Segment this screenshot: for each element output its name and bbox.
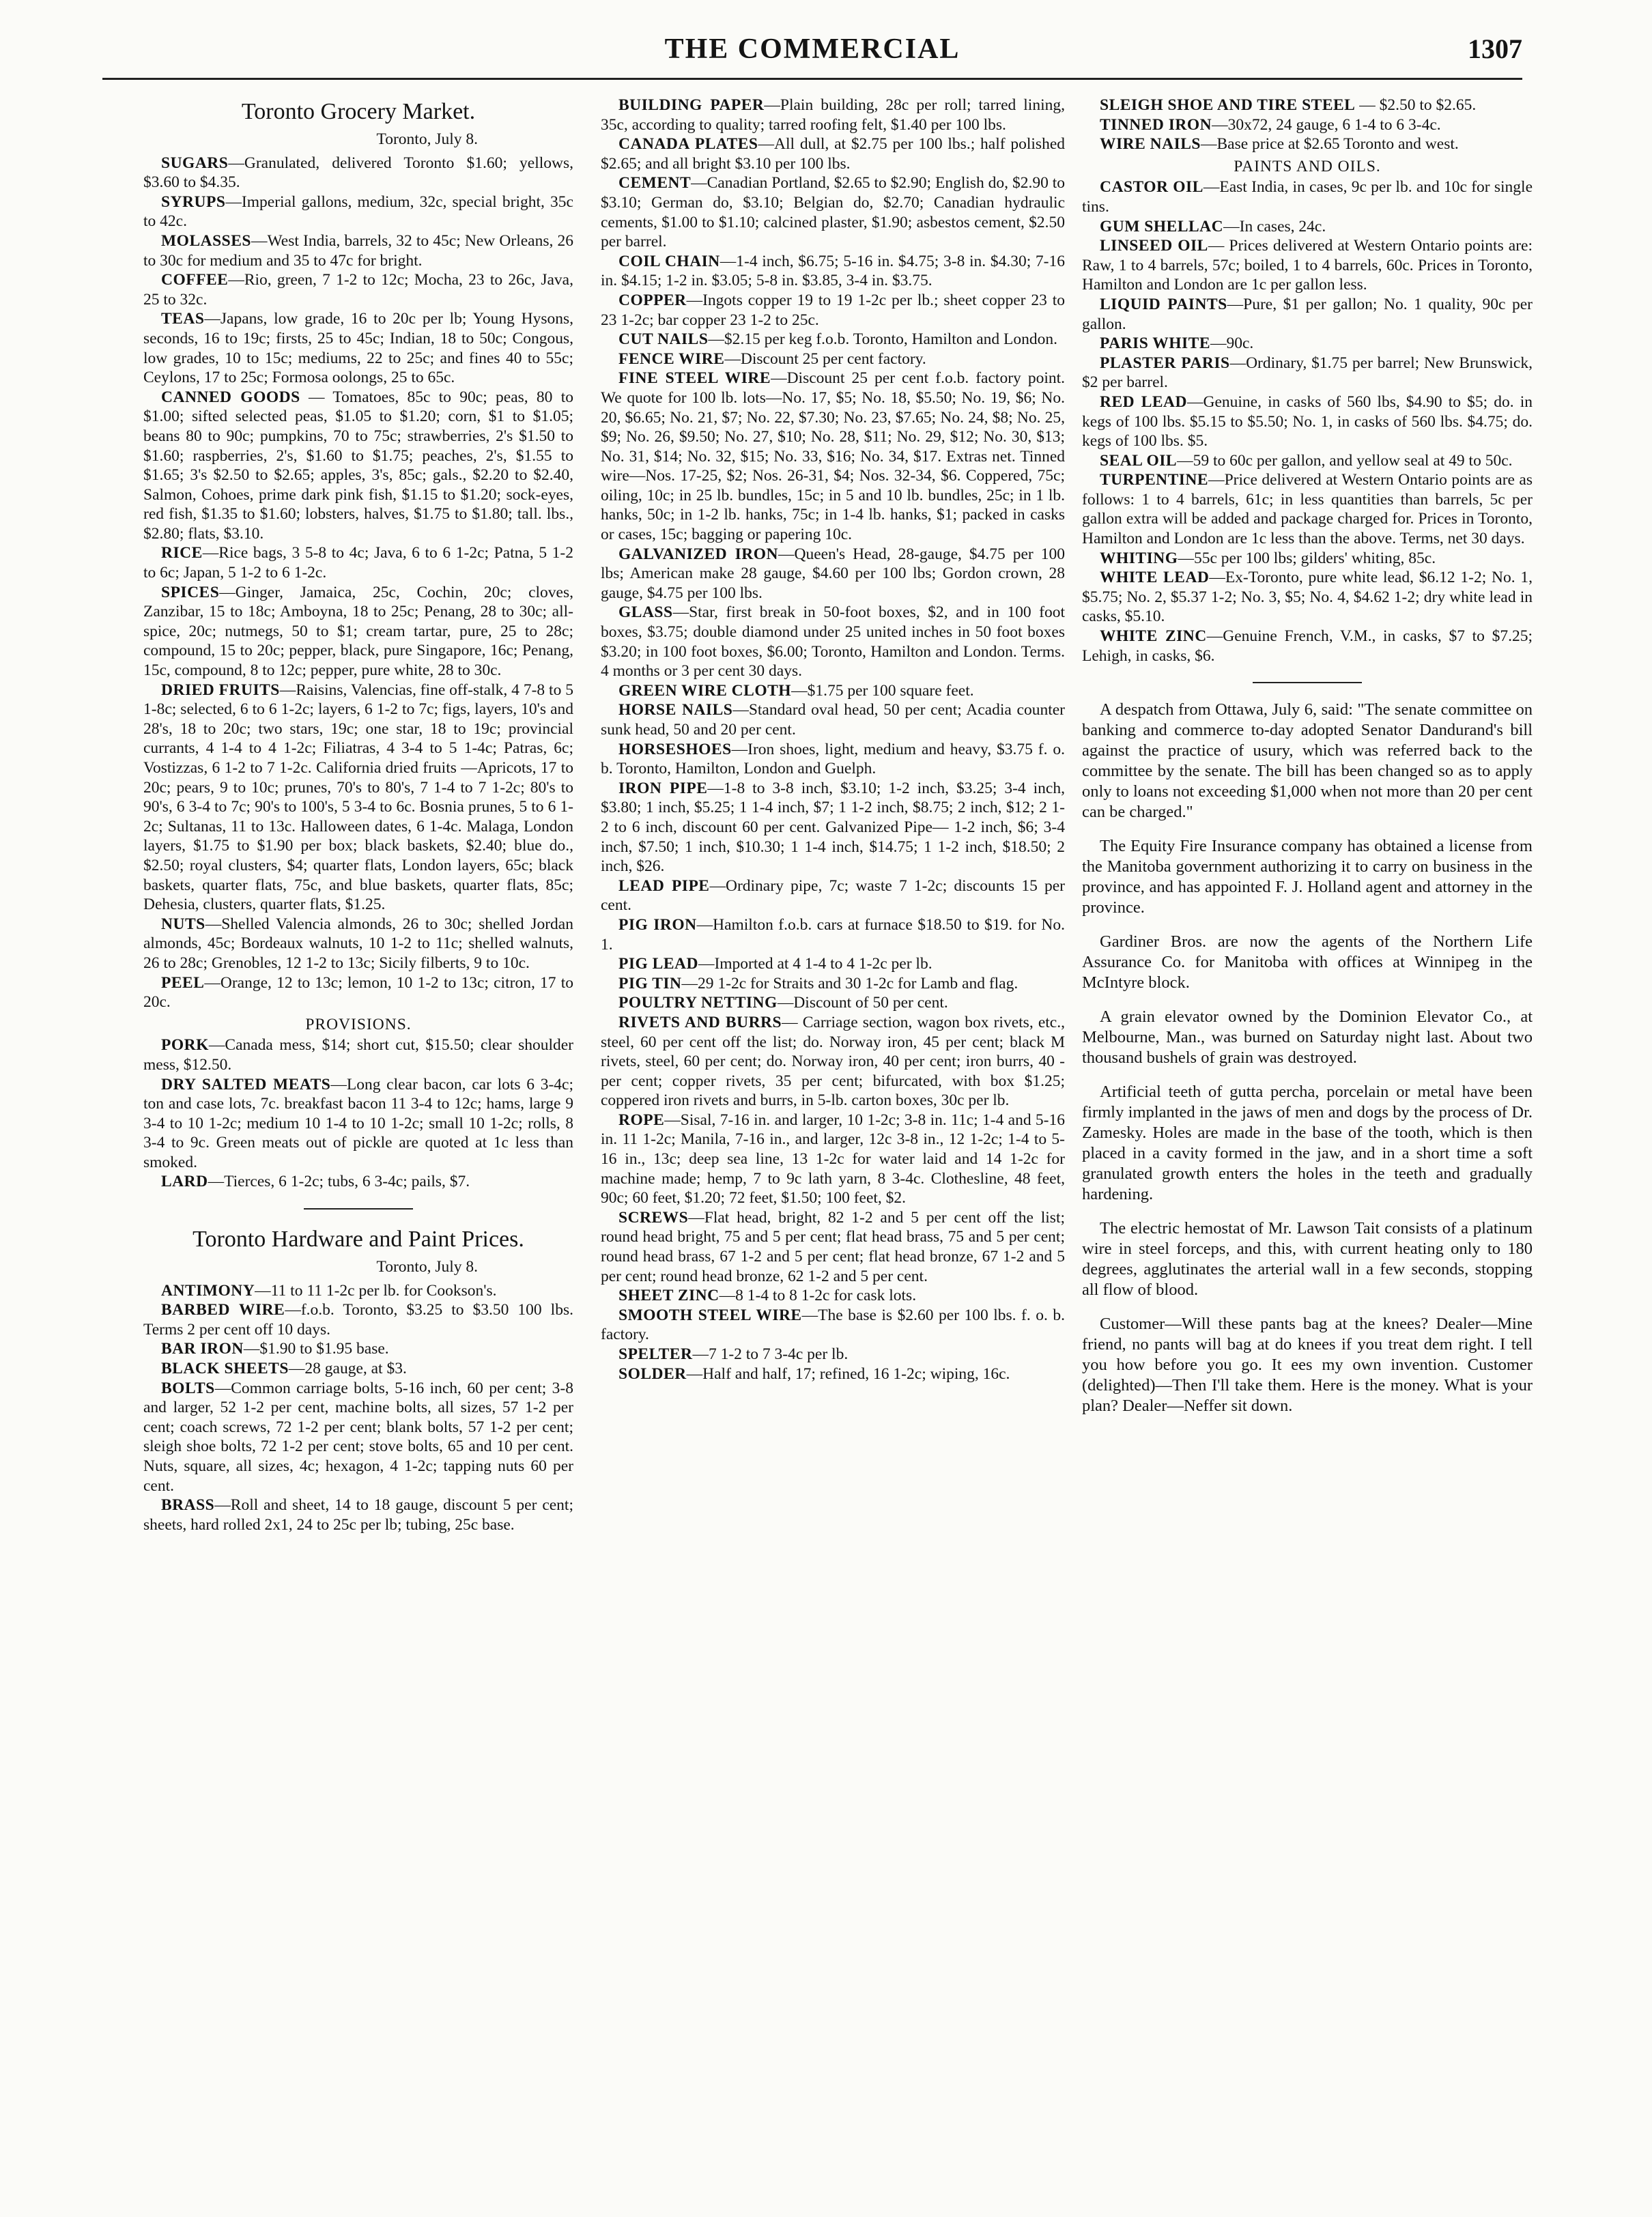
price-entry (601, 1013, 1065, 1111)
price-text: —Discount 25 per cent f.o.b. factory point. We quote for 100 lb. lots—No. 17, $5; No. 18, $5.50; No. 19, $6; No. 20, $6.65; No. 21, $7; No. 22, $7.30; No. 23, $7.65; No. 24, $8; No. 25, $9; No. 26, $9.50; No. 27, $10; No. 28, $11; No. 29, $12; No. 30, $13; No. 31, $14; No. 32, $15; No. 33, $16; No. 34, $17. Extras net. Tinned wire—Nos. 17-25, $2; Nos. 26-31, $4; Nos. 32-34, $6. Coppered, 75c; oiling, 10c; in 25 lb. bundles, 15c; in 5 and 10 lb. bundles, 25c; in 1 lb. hanks, 50c; in 1-2 lb. hanks, 75c; in 1-4 lb. hanks, $1; packed in casks or cases, 15c; bagging or papering 10c. (601, 369, 1065, 544)
price-entry (601, 1286, 1065, 1306)
commodity-name: COFFEE (161, 271, 229, 289)
price-text: —East India, in cases, 9c per lb. and 10c for single tins. (1082, 178, 1533, 216)
price-entry (143, 1496, 573, 1534)
price-text: —Ordinary, $1.75 per barrel; New Brunswick, $2 per barrel. (1082, 354, 1533, 392)
price-entry (143, 583, 573, 681)
price-entry (601, 603, 1065, 681)
commodity-name: SPICES (161, 583, 220, 601)
price-text: —1-8 to 3-8 inch, $3.10; 1-2 inch, $3.25; 3-4 inch, $3.80; 1 inch, $5.25; 1 1-4 inch, $7; 1 1-2 inch, $8.75; 2 inch, $12; 2 1-2 to 6 inch, discount 60 per cent. Galvanized Pipe— 1-2 inch, $6; 3-4 inch, $7.50; 1 inch, $10.30; 1 1-4 inch, $14.75; 1 1-2 inch, $18.50; 2 inch, $26. (601, 779, 1065, 876)
commodity-name: SEAL OIL (1100, 451, 1178, 470)
price-entry (143, 1035, 573, 1074)
price-text: —90c. (1210, 334, 1254, 353)
price-entry (601, 369, 1065, 544)
commodity-name: BARBED WIRE (161, 1301, 285, 1319)
commodity-name: ANTIMONY (161, 1281, 255, 1300)
commodity-name: DRY SALTED MEATS (161, 1075, 331, 1093)
news-items (1082, 700, 1533, 1416)
grocery-market-title: Toronto Grocery Market. (241, 99, 476, 124)
price-text: —Sisal, 7-16 in. and larger, 10 1-2c; 3-8 in. 11c; 1-4 and 5-16 in. 11 1-2c; Manila, 7-16 in., and larger, 12c 3-8 in., 12 1-2c; 1-4 to 5-16 in., 13c; deep sea line, 13 1-2c for water laid and 14 1-2c for machine made; hemp, 7 to 9c lath yarn, 8 3-4c. Clothesline, 48 feet, 90c; 60 feet, $1.20; 72 feet, $1.50; 100 feet, $2. (601, 1111, 1065, 1207)
commodity-name: RICE (161, 544, 203, 562)
commodity-name: COPPER (618, 291, 687, 309)
price-entry (601, 1208, 1065, 1286)
price-text: —Star, first break in 50-foot boxes, $2, and in 100 foot boxes, $3.75; double diamond under 25 united inches in 50 foot boxes $3.20; in 100 foot boxes, $6.00; Toronto, Hamilton and London. Terms. 4 months or 3 per cent 30 days. (601, 603, 1065, 681)
commodity-name: BOLTS (161, 1379, 215, 1397)
price-text: —$2.15 per keg f.o.b. Toronto, Hamilton and London. (708, 330, 1057, 349)
price-entry (601, 915, 1065, 954)
section-divider (304, 1208, 413, 1210)
price-text: —Ex-Toronto, pure white lead, $6.12 1-2; No. 1, $5.75; No. 2, $5.37 1-2; No. 3, $5; No. 4, $4.62 1-2; dry white lead in casks, $5.10. (1082, 569, 1533, 626)
commodity-name: DRIED FRUITS (161, 681, 280, 699)
price-text: —Imperial gallons, medium, 32c, special bright, 35c to 42c. (143, 192, 573, 231)
price-entry (1082, 217, 1533, 237)
price-text: — $2.50 to $2.65. (1355, 96, 1477, 114)
hardware-list-end (1082, 96, 1533, 154)
price-text: —Queen's Head, 28-gauge, $4.75 per 100 lbs; American make 28 gauge, $4.60 per 100 lbs; Gordon crown, 28 gauge, $4.75 per 100 lbs. (601, 545, 1065, 602)
price-entry (1082, 295, 1533, 334)
commodity-name: COIL CHAIN (618, 252, 720, 270)
commodity-name: PORK (161, 1036, 209, 1055)
news-paragraph: Artificial teeth of gutta percha, porcelain or metal have been firmly implanted in the jaws of men and dogs by the process of Dr. Zamesky. Holes are made in the base of the tooth, which is then placed in a cavity formed in the jaw, and in a short time a soft granulated growth enters the holes in the teeth and gradually hardening. (1082, 1083, 1533, 1204)
price-text: — Prices delivered at Western Ontario points are: Raw, 1 to 4 barrels, 57c; boiled, 1 to 4 barrels, 60c. Prices in Toronto, Hamilton and London are 1c per gallon less. (1082, 237, 1533, 294)
column-1 (143, 96, 573, 2198)
commodity-name: PIG LEAD (618, 955, 698, 973)
commodity-name: LEAD PIPE (618, 876, 710, 895)
commodity-name: CASTOR OIL (1100, 178, 1204, 197)
commodity-name: SCREWS (618, 1208, 689, 1227)
commodity-name: SOLDER (618, 1364, 687, 1383)
commodity-name: HORSESHOES (618, 740, 732, 758)
page-number: 1307 (1468, 33, 1522, 64)
price-text: —Ingots copper 19 to 19 1-2c per lb.; sheet copper 23 to 23 1-2c; bar copper 23 1-2 to 25c. (601, 291, 1065, 329)
commodity-name: CANADA PLATES (618, 135, 758, 154)
commodity-name: BLACK SHEETS (161, 1360, 289, 1378)
commodity-name: TURPENTINE (1100, 471, 1209, 489)
price-text: —Imported at 4 1-4 to 4 1-2c per lb. (698, 955, 932, 973)
hardware-list (143, 1281, 573, 1535)
price-entry (1082, 115, 1533, 135)
commodity-name: GUM SHELLAC (1100, 217, 1224, 235)
price-text: —Canadian Portland, $2.65 to $2.90; English do, $2.90 to $3.10; German do, $3.10; Belgian do, $2.70; Canadian hydraulic cements, $1.00 to $1.10; calcined plaster, $1.90; asbestos cement, $2.50 per barrel. (601, 174, 1065, 251)
hardware-prices-title: Toronto Hardware and Paint Prices. (193, 1227, 524, 1253)
price-text: —Hamilton f.o.b. cars at furnace $18.50 to $19. for No. 1. (601, 915, 1065, 954)
price-entry (601, 954, 1065, 974)
price-text: —Rio, green, 7 1-2 to 12c; Mocha, 23 to 26c, Java, 25 to 32c. (143, 271, 573, 309)
price-entry (601, 876, 1065, 915)
news-paragraph: A grain elevator owned by the Dominion Elevator Co., at Melbourne, Man., was burned on Saturday night last. About two thousand bushels of grain was destroyed. (1082, 1007, 1533, 1068)
commodity-name: CUT NAILS (618, 330, 709, 349)
commodity-name: SHEET ZINC (618, 1287, 720, 1305)
price-text: —All dull, at $2.75 per 100 lbs.; half polished $2.65; and all bright $3.10 per 100 lbs. (601, 135, 1065, 173)
price-entry (601, 96, 1065, 134)
commodity-name: MOLASSES (161, 231, 251, 250)
provisions-list (143, 1035, 573, 1192)
commodity-name: NUTS (161, 915, 205, 933)
price-text: —30x72, 24 gauge, 6 1-4 to 6 3-4c. (1212, 115, 1441, 134)
price-text: —Ordinary pipe, 7c; waste 7 1-2c; discounts 15 per cent. (601, 876, 1065, 915)
price-text: —8 1-4 to 8 1-2c for cask lots. (719, 1287, 917, 1305)
commodity-name: ROPE (618, 1111, 665, 1129)
commodity-name: GREEN WIRE CLOTH (618, 681, 792, 700)
price-text: — Tomatoes, 85c to 90c; peas, 80 to $1.00; sifted selected peas, $1.05 to $1.20; corn, $1 to $1.05; beans 80 to 90c; pumpkins, 70 to 75c; strawberries, 2's $1.50 to $1.60; raspberries, 2's, $1.60 to $1.75; peaches, 2's, $1.55 to $1.65; 3's $2.50 to $2.65; apples, 3's, 85c; gals., $2.20 to $2.40, Salmon, Cohoes, prime dark pink fish, $1.15 to $1.20; sock-eyes, red fish, $1.35 to $1.60; lobsters, halves, $1.75 to $1.80; tall. lbs., $2.80; flats, $3.10. (143, 388, 573, 543)
commodity-name: PIG IRON (618, 915, 697, 934)
price-text: —7 1-2 to 7 3-4c per lb. (692, 1345, 849, 1363)
price-entry (1082, 392, 1533, 451)
price-text: —Canada mess, $14; short cut, $15.50; clear shoulder mess, $12.50. (143, 1036, 573, 1074)
commodity-name: BUILDING PAPER (618, 96, 765, 114)
commodity-name: WHITING (1100, 549, 1178, 567)
price-text: —$1.90 to $1.95 base. (243, 1340, 389, 1358)
price-entry (601, 252, 1065, 291)
price-entry (143, 973, 573, 1012)
commodity-name: CANNED GOODS (161, 388, 300, 406)
news-paragraph: The Equity Fire Insurance company has obtained a license from the Manitoba government authorizing it to carry on business in the province, and has appointed F. J. Holland agent and attorney in the province. (1082, 837, 1533, 917)
grocery-list (143, 154, 573, 1012)
price-text: —Common carriage bolts, 5-16 inch, 60 per cent; 3-8 and larger, 52 1-2 per cent, machine bolts, all sizes, 57 1-2 per cent; coach screws, 72 1-2 per cent; blank bolts, 57 1-2 per cent; sleigh shoe bolts, 72 1-2 per cent; stove bolts, 65 and 10 per cent. Nuts, square, all sizes, 4c; hexagon, 4 1-2c; tapping nuts 60 per cent. (143, 1379, 573, 1495)
price-entry (1082, 177, 1533, 216)
price-text: —Pure, $1 per gallon; No. 1 quality, 90c per gallon. (1082, 295, 1533, 333)
commodity-name: RIVETS AND BURRS (618, 1013, 782, 1031)
price-text: —Genuine French, V.M., in casks, $7 to $7.25; Lehigh, in casks, $6. (1082, 627, 1533, 665)
price-text: —Standard oval head, 50 per cent; Acadia counter sunk head, 50 and 20 per cent. (601, 701, 1065, 739)
price-entry (601, 1306, 1065, 1345)
commodity-name: PARIS WHITE (1100, 334, 1210, 353)
section-divider (1253, 682, 1362, 683)
price-entry (601, 1345, 1065, 1364)
price-text: —55c per 100 lbs; gilders' whiting, 85c. (1178, 549, 1436, 567)
commodity-name: GALVANIZED IRON (618, 545, 778, 563)
price-entry (601, 173, 1065, 251)
price-text: —Raisins, Valencias, fine off-stalk, 4 7-8 to 5 1-8c; selected, 6 to 6 1-2c; layers, 6 1-2 to 7c; figs, layers, 10's and 28's, 18 to 20c; two stars, 19c; one star, 18 to 19c; provincial currants, 4 1-4 to 4 1-2c; Filiatras, 4 3-4 to 5 1-4c; Patras, 6c; Vostizzas, 6 1-2 to 7 1-2c. California dried fruits —Apricots, 17 to 20c; pears, 9 to 10c; prunes, 70's to 80's, 7 1-4 to 7 1-2c; 80's to 90's, 6 3-4 to 7c; 90's to 100's, 5 3-4 to 6c. Bosnia prunes, 5 to 6 1-2c; Sultanas, 11 to 13c. Halloween dates, 6 1-4c. Malaga, London layers, $1.75 to $1.90 per box; black baskets, $2.40; blue do., $2.50; royal clusters, $4; quarter flats, London layers, 65c; black baskets, quarter flats, 75c, and blue baskets, quarter flats, 85c; Dehesia, clusters, quarter flats, $1.25. (143, 681, 573, 914)
price-text: —f.o.b. Toronto, $3.25 to $3.50 100 lbs. Terms 2 per cent off 10 days. (143, 1301, 573, 1339)
commodity-name: TEAS (161, 310, 205, 328)
price-entry (601, 1364, 1065, 1384)
price-entry (1082, 568, 1533, 627)
price-entry (1082, 451, 1533, 471)
price-entry (601, 681, 1065, 701)
price-entry (1082, 134, 1533, 154)
paints-list (1082, 177, 1533, 666)
provisions-heading: PROVISIONS. (305, 1015, 412, 1033)
commodity-name: WHITE ZINC (1100, 627, 1207, 646)
price-entry (601, 779, 1065, 876)
price-text: —Plain building, 28c per roll; tarred lining, 35c, according to quality; tarred roofing felt, $1.40 per 100 lbs. (601, 96, 1065, 134)
price-entry (143, 1075, 573, 1173)
price-entry (601, 740, 1065, 779)
commodity-name: LARD (161, 1173, 208, 1191)
price-entry (143, 1172, 573, 1192)
price-entry (143, 1281, 573, 1301)
commodity-name: FINE STEEL WIRE (618, 369, 771, 388)
price-entry (143, 915, 573, 973)
hardware-list-continued (601, 96, 1065, 1384)
price-entry (1082, 334, 1533, 354)
price-entry (601, 330, 1065, 349)
price-text: —$1.75 per 100 square feet. (791, 681, 974, 700)
column-2 (601, 96, 1065, 2198)
price-entry (1082, 96, 1533, 115)
price-text: —Orange, 12 to 13c; lemon, 10 1-2 to 13c; citron, 17 to 20c. (143, 973, 573, 1012)
price-text: —Genuine, in casks of 560 lbs, $4.90 to $5; do. in kegs of 100 lbs. $5.15 to $5.50; No. 1, in casks of 560 lbs. $4.75; do. kegs of 100 lbs. $5. (1082, 392, 1533, 450)
price-text: —Granulated, delivered Toronto $1.60; yellows, $3.60 to $4.35. (143, 154, 573, 192)
price-entry (143, 192, 573, 231)
price-entry (143, 1339, 573, 1359)
price-text: —29 1-2c for Straits and 30 1-2c for Lamb and flag. (681, 974, 1019, 992)
price-entry (143, 309, 573, 387)
price-entry (601, 291, 1065, 330)
news-paragraph: A despatch from Ottawa, July 6, said: "The senate committee on banking and commerce to-day adopted Senator Dandurand's bill against the practice of usury, which was referred back to the committee by the senate. The bill has been changed so as to apply only to loans not exceeding $1,000 when not more than 20 per cent can be charged." (1082, 700, 1533, 822)
price-text: —Ginger, Jamaica, 25c, Cochin, 20c; cloves, Zanzibar, 15 to 18c; Amboyna, 18 to 25c; Penang, 28 to 30c; all-spice, 20c; nutmegs, 50 to $1; cream tartar, pure, 25 to 28c; compound, 15 to 20c; pepper, black, pure Singapore, 16c; Penang, 15c, compound, 8 to 12c; pepper, pure white, 28 to 30c. (143, 583, 573, 680)
grocery-dateline: Toronto, July 8. (376, 130, 478, 148)
price-text: —28 gauge, at $3. (288, 1360, 407, 1378)
commodity-name: WHITE LEAD (1100, 569, 1210, 587)
publication-title: THE COMMERCIAL (664, 33, 960, 65)
price-entry (1082, 627, 1533, 666)
price-text: —Price delivered at Western Ontario points are as follows: 1 to 4 barrels, 61c; in less quantities than barrels, 5c per gallon extra will be added and package charged for. Prices in Toronto, Hamilton and London are 1c less than the above. Terms, net 30 days. (1082, 471, 1533, 548)
price-entry (143, 543, 573, 582)
page-header (102, 30, 1522, 80)
price-text: —59 to 60c per gallon, and yellow seal at 49 to 50c. (1177, 451, 1513, 470)
price-text: —Rice bags, 3 5-8 to 4c; Java, 6 to 6 1-2c; Patna, 5 1-2 to 6c; Japan, 5 1-2 to 6 1-2c. (143, 544, 573, 582)
commodity-name: SPELTER (618, 1345, 693, 1363)
price-text: — Carriage section, wagon box rivets, etc., steel, 60 per cent off the list; do. Norway iron, 45 per cent; black M rivets, steel, 60 per cent; do. Norway iron, 40 per cent; iron burrs, 40 - per cent; copper rivets, 35 per cent; bifurcated, with box $1.25; coppered iron rivets and burrs, in 5-lb. carton boxes, 30c per lb. (601, 1013, 1065, 1110)
commodity-name: IRON PIPE (618, 779, 708, 797)
price-entry (143, 1300, 573, 1339)
price-text: —Half and half, 17; refined, 16 1-2c; wiping, 16c. (686, 1364, 1010, 1383)
commodity-name: POULTRY NETTING (618, 994, 778, 1012)
price-entry (601, 545, 1065, 603)
column-3 (1082, 96, 1533, 2198)
commodity-name: PLASTER PARIS (1100, 354, 1230, 372)
price-entry (1082, 236, 1533, 295)
price-text: —Base price at $2.65 Toronto and west. (1201, 135, 1459, 154)
price-entry (143, 231, 573, 270)
price-entry (601, 700, 1065, 739)
commodity-name: CEMENT (618, 174, 692, 192)
price-entry (143, 1359, 573, 1379)
price-entry (143, 270, 573, 309)
price-text: —Discount of 50 per cent. (777, 994, 948, 1012)
price-entry (601, 1111, 1065, 1208)
price-entry (143, 154, 573, 192)
price-entry (601, 974, 1065, 994)
commodity-name: LIQUID PAINTS (1100, 295, 1227, 313)
news-paragraph: The electric hemostat of Mr. Lawson Tait consists of a platinum wire in steel forceps, and this, with current heating only to 180 degrees, agglutinates the arterial wall in a few seconds, stopping all flow of blood. (1082, 1219, 1533, 1300)
commodity-name: BRASS (161, 1496, 215, 1515)
price-text: —Discount 25 per cent factory. (724, 349, 926, 368)
price-entry (143, 681, 573, 915)
commodity-name: BAR IRON (161, 1340, 244, 1358)
price-text: —The base is $2.60 per 100 lbs. f. o. b. factory. (601, 1306, 1065, 1344)
commodity-name: FENCE WIRE (618, 349, 725, 368)
price-text: —Iron shoes, light, medium and heavy, $3.75 f. o. b. Toronto, Hamilton, London and Guelph. (601, 740, 1065, 778)
commodity-name: WIRE NAILS (1100, 135, 1201, 154)
price-text: —Roll and sheet, 14 to 18 gauge, discount 5 per cent; sheets, hard rolled 2x1, 24 to 25c per lb; tubing, 25c base. (143, 1496, 573, 1534)
commodity-name: SYRUPS (161, 192, 226, 211)
price-entry (1082, 470, 1533, 548)
price-text: —11 to 11 1-2c per lb. for Cookson's. (255, 1281, 497, 1300)
price-text: —Shelled Valencia almonds, 26 to 30c; shelled Jordan almonds, 45c; Bordeaux walnuts, 10 1-2 to 11c; shelled walnuts, 26 to 28c; Grenobles, 12 1-2 to 13c; Sicily filberts, 9 to 10c. (143, 915, 573, 972)
hardware-dateline: Toronto, July 8. (376, 1258, 478, 1276)
price-entry (143, 388, 573, 544)
commodity-name: GLASS (618, 603, 673, 622)
price-entry (1082, 549, 1533, 569)
price-entry (143, 1379, 573, 1496)
commodity-name: SUGARS (161, 154, 229, 172)
news-paragraph: Customer—Will these pants bag at the knees? Dealer—Mine friend, no pants will bag at do knees if you treat dem right. I tell you how before you go. It ees my own invention. Customer (delighted)—Then I'll take them. Here is the money. What is your plan? Dealer—Neffer sit down. (1082, 1315, 1533, 1416)
commodity-name: LINSEED OIL (1100, 237, 1208, 255)
price-entry (601, 993, 1065, 1013)
price-text: —West India, barrels, 32 to 45c; New Orleans, 26 to 30c for medium and 35 to 47c for bright. (143, 231, 573, 270)
commodity-name: TINNED IRON (1100, 115, 1212, 134)
price-entry (601, 349, 1065, 369)
commodity-name: HORSE NAILS (618, 701, 733, 719)
price-text: —Tierces, 6 1-2c; tubs, 6 3-4c; pails, $7. (208, 1173, 470, 1191)
commodity-name: SMOOTH STEEL WIRE (618, 1306, 802, 1324)
commodity-name: SLEIGH SHOE AND TIRE STEEL (1100, 96, 1356, 114)
price-text: —1-4 inch, $6.75; 5-16 in. $4.75; 3-8 in. $4.30; 7-16 in. $4.15; 1-2 in. $3.05; 5-8 in. $3.85, 3-4 in. $3.75. (601, 252, 1065, 290)
commodity-name: PIG TIN (618, 974, 682, 992)
price-text: —Flat head, bright, 82 1-2 and 5 per cent off the list; round head bright, 75 and 5 per cent; flat head brass, 75 and 5 per cent; round head brass, 67 1-2 and 5 per cent; flat head bronze, 67 1-2 and 5 per cent; round head bronze, 62 1-2 and 5 per cent. (601, 1208, 1065, 1285)
commodity-name: PEEL (161, 973, 205, 992)
price-text: —Long clear bacon, car lots 6 3-4c; ton and case lots, 7c. breakfast bacon 11 3-4 to 12c; hams, large 9 3-4 to 10 1-2c; medium 10 1-4 to 10 1-2c; small 10 1-2c; rolls, 8 3-4 to 9c. Green meats out of pickle are quoted at 1c less than smoked. (143, 1075, 573, 1171)
price-entry (601, 134, 1065, 173)
price-text: —Japans, low grade, 16 to 20c per lb; Young Hysons, seconds, 16 to 19c; firsts, 25 to 45c; Indian, 18 to 50c; Congous, low grades, 10 to 15c; mediums, 22 to 25c; and fines 40 to 55c; Ceylons, 17 to 25c; Formosa oolongs, 25 to 65c. (143, 310, 573, 387)
price-text: —In cases, 24c. (1223, 217, 1326, 235)
commodity-name: RED LEAD (1100, 392, 1187, 411)
paints-heading: PAINTS AND OILS. (1234, 157, 1381, 175)
price-entry (1082, 354, 1533, 392)
news-paragraph: Gardiner Bros. are now the agents of the Northern Life Assurance Co. for Manitoba with offices at Winnipeg in the McIntyre block. (1082, 932, 1533, 992)
